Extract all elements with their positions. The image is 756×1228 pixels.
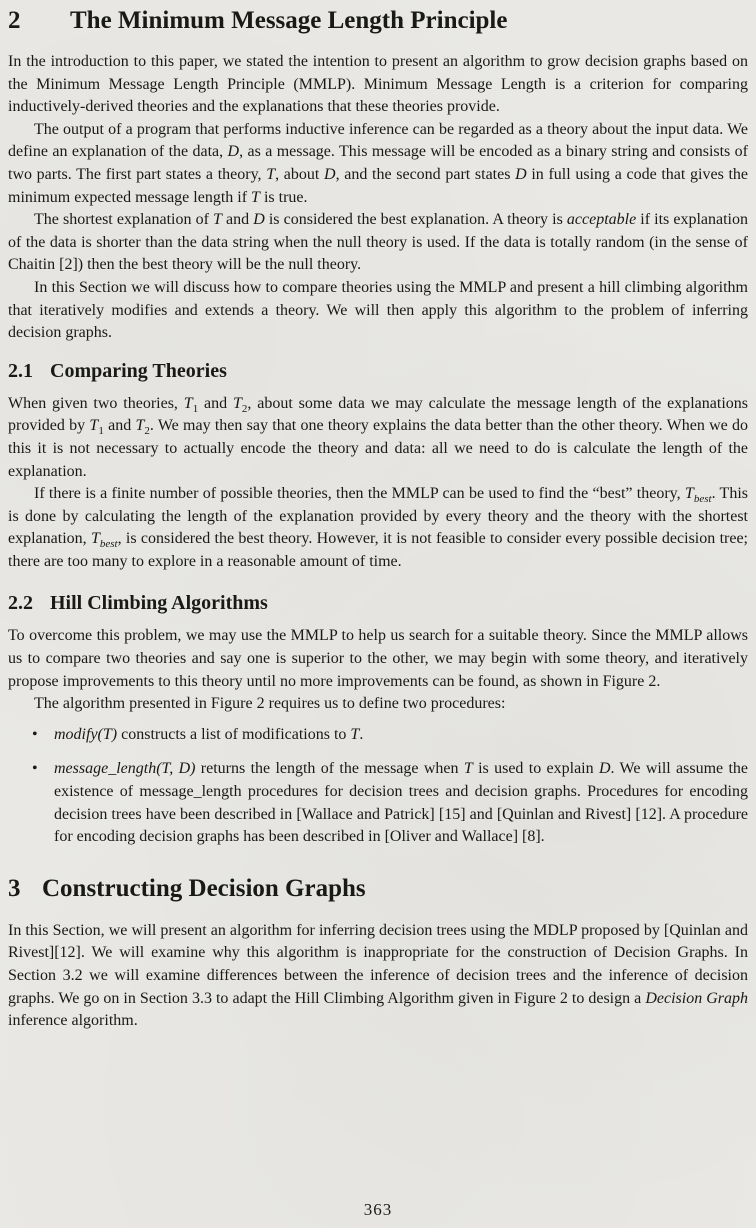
text-run: message_length(T, D): [54, 760, 196, 778]
section-number: 2: [8, 7, 21, 34]
paragraph-shortest-explanation: [8, 209, 748, 277]
text-run: To overcome this problem, we may use the MMLP to help us search for a suitable theory. Since the MMLP allows us to compare two theories and say one is superior to the other, we may begin with some theory, and iteratively propose improvements to this theory until no more improvements can be found, as shown in Figure 2.: [8, 627, 748, 690]
text-run: 2: [144, 425, 150, 438]
text-run: , and the second part states: [335, 165, 516, 183]
section-title: The Minimum Message Length Principle: [70, 7, 508, 34]
text-run: T: [90, 530, 100, 548]
paragraph-constructing-graphs: [8, 920, 748, 1033]
text-run: if its explanation of the data is shorter than the data string when the null theory is used. If the data is totally random (in the sense of Chaitin [2]) then the best theory will be the null theory.: [8, 211, 748, 274]
text-run: and: [198, 394, 233, 412]
text-run: .: [359, 725, 364, 743]
text-run: best: [99, 538, 118, 551]
text-run: D: [253, 211, 265, 229]
text-run: best: [693, 493, 712, 506]
text-run: D: [227, 143, 240, 161]
paragraph-finite-theories: [8, 483, 748, 573]
text-run: T: [251, 188, 260, 206]
text-run: returns the length of the message when: [195, 760, 464, 778]
paragraph-section-overview: [8, 277, 748, 345]
list-item-modify: [32, 724, 748, 747]
text-run: and: [221, 211, 254, 229]
section-heading-3: [8, 873, 748, 905]
text-run: Decision Graph: [645, 989, 749, 1007]
bullet-icon: •: [32, 725, 38, 743]
section-number: 2.1: [8, 359, 33, 382]
text-run: In this Section, we will present an algorithm for inferring decision trees using the MDLP proposed by [Quinlan and Rivest][12]. We will examine why this algorithm is inappropriate for the construction of Decision Graphs. In Section 3.2 we will examine differences between the inference of decision trees and the inference of decision graphs. We go on in Section 3.3 to adapt the Hill Climbing Algorithm given in Figure 2 to design a: [8, 921, 748, 1007]
paragraph-overcome-problem: [8, 625, 748, 693]
text-run: D: [515, 165, 527, 183]
text-run: constructs a list of modifications to: [117, 725, 351, 743]
text-run: modify(T): [54, 725, 118, 743]
section-heading-2-2: [8, 591, 748, 615]
procedures-list: [8, 724, 748, 849]
text-run: 1: [192, 402, 199, 415]
text-run: , about: [275, 165, 325, 183]
text-run: T: [135, 417, 145, 435]
text-run: inference algorithm.: [8, 1012, 138, 1030]
text-run: T: [89, 417, 99, 435]
text-run: D: [324, 165, 336, 183]
text-run: . We will assume the existence of message_length procedures for decision trees and decision graphs. Procedures for encoding decision trees have been described in [Wallace and Patrick] [15] and [Quinlan and Rivest] [12]. A procedure for encoding decision graphs has been described in [Oliver and Wallace] [8].: [54, 760, 749, 846]
text-run: In this Section we will discuss how to compare theories using the MMLP and present a hill climbing algorithm that iteratively modifies and extends a theory. We will then apply this algorithm to the problem of inferring decision graphs.: [8, 278, 748, 342]
text-run: and: [103, 417, 136, 435]
text-run: , about some data we may calculate the message length of the explanations provided by: [8, 394, 749, 435]
text-run: T: [463, 760, 473, 778]
section-heading-2-1: [8, 359, 748, 383]
text-run: 1: [98, 425, 104, 438]
text-run: D: [598, 760, 611, 778]
text-run: In the introduction to this paper, we stated the intention to present an algorithm to grow decision graphs based on the Minimum Message Length Principle (MMLP). Minimum Message Length is a criterion for comparing inductively-derived theories and the explanations that these theories provide.: [8, 53, 748, 116]
text-run: , is considered the best theory. However, it is not feasible to consider every possible decision tree; there are too many to explore in a reasonable amount of time.: [8, 530, 748, 570]
section-number: 2.2: [8, 592, 33, 615]
text-run: in full using a code that gives the minimum expected message length if: [8, 165, 749, 206]
text-run: The output of a program that performs inductive inference can be regarded as a theory about the input data. We define an explanation of the data,: [8, 120, 748, 161]
text-run: is true.: [259, 188, 308, 206]
text-run: . This is done by calculating the length of the explanation provided by every theory and the theory with the shortest explanation,: [8, 485, 748, 548]
text-run: is considered the best explanation. A theory is: [264, 211, 567, 229]
text-run: . We may then say that one theory explains the data better than the other theory. When we do this it is not necessary to actually encode the theory and data: all we need to do is calculate the length of the explanation.: [8, 417, 749, 480]
text-run: T: [266, 165, 276, 183]
section-heading-2: [8, 5, 748, 37]
paragraph-two-theories: [8, 393, 748, 483]
list-item-message-length: [32, 758, 748, 848]
paragraph-output-theory: [8, 119, 748, 209]
text-run: is used to explain: [472, 760, 599, 778]
list-item-text: [54, 758, 748, 848]
text-run: acceptable: [566, 211, 637, 229]
text-run: , as a message. This message will be encoded as a binary string and consists of two parts. The first part states a theory,: [8, 143, 748, 183]
paragraph-intro: [8, 51, 748, 119]
list-item-text: [54, 724, 748, 747]
section-title: Comparing Theories: [50, 359, 227, 382]
text-run: The algorithm presented in Figure 2 requires us to define two procedures:: [34, 695, 506, 713]
text-run: T: [213, 211, 222, 229]
paragraph-two-procedures: [8, 693, 748, 716]
text-run: If there is a finite number of possible theories, then the MMLP can be used to find the “best” theory,: [34, 485, 685, 503]
section-title: Constructing Decision Graphs: [42, 874, 366, 902]
bullet-icon: •: [32, 760, 38, 778]
text-run: T: [684, 485, 694, 503]
page-number: 363: [363, 1200, 393, 1219]
text-run: When given two theories,: [8, 394, 184, 412]
text-run: The shortest explanation of: [34, 211, 213, 229]
text-run: T: [232, 394, 242, 412]
text-run: T: [183, 394, 193, 412]
text-run: T: [350, 725, 360, 743]
section-number: 3: [8, 874, 21, 902]
section-title: Hill Climbing Algorithms: [50, 592, 268, 615]
text-run: 2: [241, 402, 248, 415]
